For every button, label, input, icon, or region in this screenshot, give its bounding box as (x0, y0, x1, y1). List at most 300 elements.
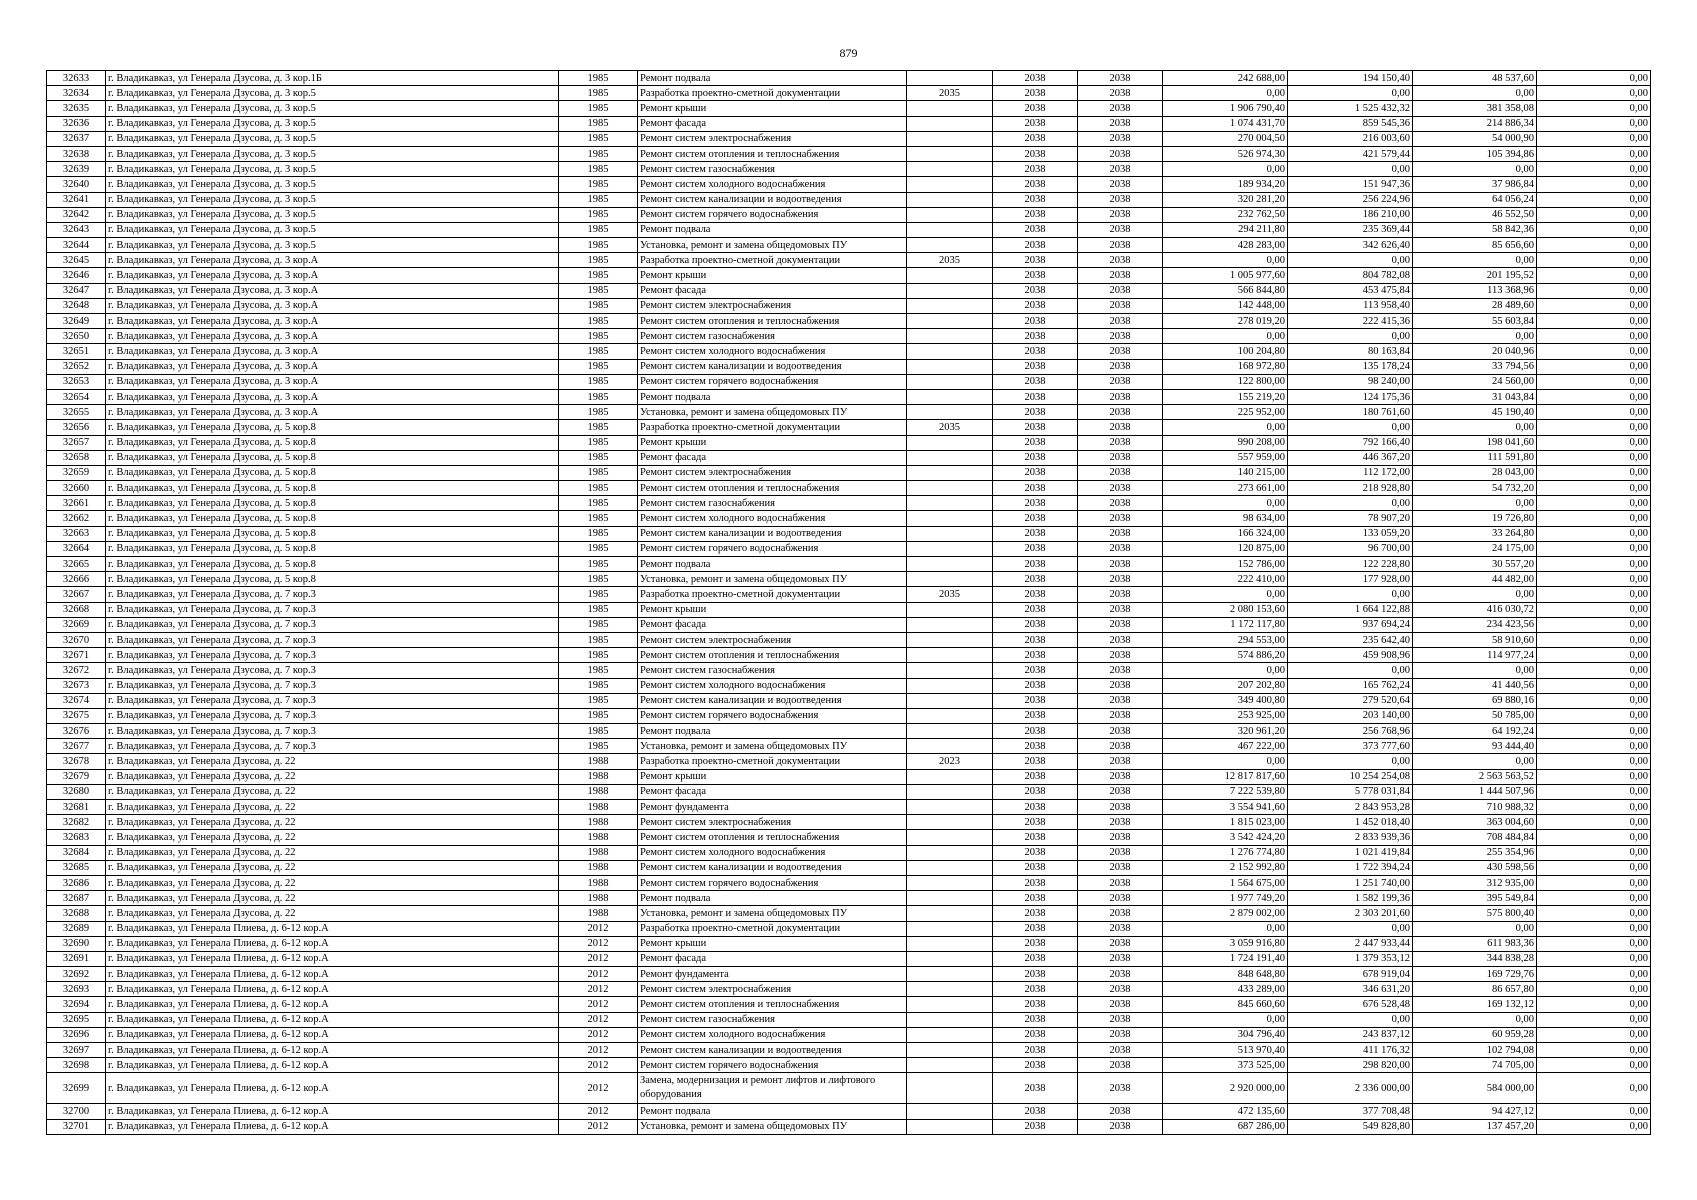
cell-total-cost: 1 172 117,80 (1163, 617, 1288, 632)
table-row (47, 131, 1651, 146)
cell-design-year (907, 1058, 993, 1073)
cell-fund-share: 2 843 953,28 (1288, 800, 1413, 815)
cell-total-cost: 294 211,80 (1163, 222, 1288, 237)
cell-owner-share: 48 537,60 (1413, 71, 1537, 86)
cell-design-year (907, 374, 993, 389)
cell-address: г. Владикавказ, ул Генерала Дзусова, д. 22 (106, 875, 559, 890)
cell-plan-start-year: 2038 (993, 131, 1078, 146)
cell-address: г. Владикавказ, ул Генерала Плиева, д. 6-12 кор.А (106, 951, 559, 966)
cell-other-share: 0,00 (1537, 724, 1651, 739)
cell-owner-share: 105 394,86 (1413, 146, 1537, 161)
cell-design-year (907, 1119, 993, 1134)
cell-total-cost: 232 762,50 (1163, 207, 1288, 222)
cell-plan-start-year: 2038 (993, 314, 1078, 329)
cell-fund-share: 203 140,00 (1288, 708, 1413, 723)
cell-work-type: Ремонт крыши (638, 936, 907, 951)
cell-owner-share: 58 910,60 (1413, 632, 1537, 647)
cell-fund-share: 256 768,96 (1288, 724, 1413, 739)
table-row (47, 496, 1651, 511)
cell-total-cost: 1 977 749,20 (1163, 891, 1288, 906)
cell-year-built: 1985 (559, 632, 638, 647)
cell-fund-share: 5 778 031,84 (1288, 784, 1413, 799)
table-row (47, 739, 1651, 754)
cell-owner-share: 0,00 (1413, 921, 1537, 936)
cell-address: г. Владикавказ, ул Генерала Дзусова, д. 7 кор.3 (106, 739, 559, 754)
cell-design-year (907, 389, 993, 404)
table-row (47, 1104, 1651, 1119)
cell-year-built: 1985 (559, 496, 638, 511)
cell-address: г. Владикавказ, ул Генерала Дзусова, д. 5 кор.8 (106, 450, 559, 465)
cell-plan-end-year: 2038 (1078, 1043, 1163, 1058)
cell-address: г. Владикавказ, ул Генерала Дзусова, д. 3 кор.5 (106, 222, 559, 237)
cell-work-type: Ремонт фасада (638, 450, 907, 465)
cell-design-year (907, 921, 993, 936)
cell-address: г. Владикавказ, ул Генерала Дзусова, д. 5 кор.8 (106, 511, 559, 526)
cell-fund-share: 1 664 122,88 (1288, 602, 1413, 617)
cell-plan-end-year: 2038 (1078, 481, 1163, 496)
cell-year-built: 1985 (559, 283, 638, 298)
cell-plan-end-year: 2038 (1078, 374, 1163, 389)
cell-total-cost: 845 660,60 (1163, 997, 1288, 1012)
cell-row-number: 32654 (47, 389, 106, 404)
table-row (47, 906, 1651, 921)
cell-owner-share: 416 030,72 (1413, 602, 1537, 617)
cell-year-built: 1985 (559, 86, 638, 101)
cell-year-built: 1985 (559, 329, 638, 344)
cell-design-year (907, 511, 993, 526)
cell-row-number: 32683 (47, 830, 106, 845)
cell-row-number: 32689 (47, 921, 106, 936)
cell-year-built: 1985 (559, 511, 638, 526)
cell-design-year (907, 526, 993, 541)
cell-year-built: 1988 (559, 906, 638, 921)
table-row (47, 982, 1651, 997)
cell-year-built: 1985 (559, 708, 638, 723)
cell-year-built: 1985 (559, 116, 638, 131)
cell-address: г. Владикавказ, ул Генерала Дзусова, д. 22 (106, 891, 559, 906)
cell-owner-share: 19 726,80 (1413, 511, 1537, 526)
cell-fund-share: 165 762,24 (1288, 678, 1413, 693)
cell-plan-start-year: 2038 (993, 1058, 1078, 1073)
cell-work-type: Ремонт фасада (638, 617, 907, 632)
cell-work-type: Ремонт подвала (638, 891, 907, 906)
table-row (47, 405, 1651, 420)
cell-other-share: 0,00 (1537, 648, 1651, 663)
cell-plan-end-year: 2038 (1078, 632, 1163, 647)
cell-row-number: 32669 (47, 617, 106, 632)
cell-other-share: 0,00 (1537, 739, 1651, 754)
cell-owner-share: 312 935,00 (1413, 875, 1537, 890)
table-row (47, 465, 1651, 480)
cell-other-share: 0,00 (1537, 617, 1651, 632)
cell-year-built: 1985 (559, 541, 638, 556)
cell-row-number: 32659 (47, 465, 106, 480)
cell-work-type: Ремонт систем отопления и теплоснабжения (638, 830, 907, 845)
cell-other-share: 0,00 (1537, 298, 1651, 313)
cell-plan-start-year: 2038 (993, 435, 1078, 450)
cell-year-built: 1988 (559, 815, 638, 830)
cell-fund-share: 421 579,44 (1288, 146, 1413, 161)
cell-design-year: 2035 (907, 587, 993, 602)
table-row (47, 921, 1651, 936)
cell-fund-share: 0,00 (1288, 921, 1413, 936)
cell-design-year (907, 1104, 993, 1119)
table-row (47, 329, 1651, 344)
cell-owner-share: 611 983,36 (1413, 936, 1537, 951)
cell-year-built: 1985 (559, 238, 638, 253)
cell-design-year (907, 268, 993, 283)
cell-other-share: 0,00 (1537, 359, 1651, 374)
cell-plan-start-year: 2038 (993, 1104, 1078, 1119)
table-row (47, 632, 1651, 647)
cell-plan-end-year: 2038 (1078, 359, 1163, 374)
cell-fund-share: 256 224,96 (1288, 192, 1413, 207)
cell-fund-share: 1 021 419,84 (1288, 845, 1413, 860)
cell-plan-start-year: 2038 (993, 389, 1078, 404)
table-row (47, 359, 1651, 374)
cell-year-built: 1988 (559, 860, 638, 875)
cell-row-number: 32642 (47, 207, 106, 222)
cell-other-share: 0,00 (1537, 207, 1651, 222)
table-row (47, 177, 1651, 192)
cell-year-built: 1985 (559, 162, 638, 177)
cell-plan-start-year: 2038 (993, 238, 1078, 253)
cell-total-cost: 142 448,00 (1163, 298, 1288, 313)
table-row (47, 450, 1651, 465)
cell-year-built: 1985 (559, 405, 638, 420)
cell-plan-start-year: 2038 (993, 283, 1078, 298)
cell-other-share: 0,00 (1537, 481, 1651, 496)
table-row (47, 86, 1651, 101)
cell-plan-start-year: 2038 (993, 602, 1078, 617)
cell-design-year (907, 845, 993, 860)
cell-plan-end-year: 2038 (1078, 951, 1163, 966)
cell-design-year (907, 541, 993, 556)
cell-year-built: 1988 (559, 891, 638, 906)
cell-plan-end-year: 2038 (1078, 207, 1163, 222)
cell-plan-start-year: 2038 (993, 997, 1078, 1012)
cell-plan-start-year: 2038 (993, 982, 1078, 997)
cell-other-share: 0,00 (1537, 314, 1651, 329)
cell-work-type: Ремонт крыши (638, 769, 907, 784)
cell-owner-share: 60 959,28 (1413, 1027, 1537, 1042)
cell-total-cost: 526 974,30 (1163, 146, 1288, 161)
cell-total-cost: 320 281,20 (1163, 192, 1288, 207)
cell-row-number: 32638 (47, 146, 106, 161)
table-row (47, 1058, 1651, 1073)
cell-other-share: 0,00 (1537, 982, 1651, 997)
cell-plan-start-year: 2038 (993, 572, 1078, 587)
cell-design-year (907, 830, 993, 845)
cell-owner-share: 111 591,80 (1413, 450, 1537, 465)
cell-row-number: 32643 (47, 222, 106, 237)
cell-design-year (907, 693, 993, 708)
cell-other-share: 0,00 (1537, 116, 1651, 131)
cell-year-built: 1985 (559, 526, 638, 541)
cell-total-cost: 472 135,60 (1163, 1104, 1288, 1119)
table-row (47, 800, 1651, 815)
cell-address: г. Владикавказ, ул Генерала Дзусова, д. 22 (106, 906, 559, 921)
cell-plan-end-year: 2038 (1078, 177, 1163, 192)
cell-design-year (907, 784, 993, 799)
cell-fund-share: 216 003,60 (1288, 131, 1413, 146)
cell-design-year (907, 724, 993, 739)
cell-design-year (907, 329, 993, 344)
cell-plan-start-year: 2038 (993, 800, 1078, 815)
cell-row-number: 32701 (47, 1119, 106, 1134)
cell-year-built: 1985 (559, 724, 638, 739)
cell-plan-end-year: 2038 (1078, 131, 1163, 146)
cell-total-cost: 7 222 539,80 (1163, 784, 1288, 799)
cell-total-cost: 1 815 023,00 (1163, 815, 1288, 830)
cell-fund-share: 678 919,04 (1288, 967, 1413, 982)
cell-design-year (907, 997, 993, 1012)
cell-fund-share: 411 176,32 (1288, 1043, 1413, 1058)
cell-plan-end-year: 2038 (1078, 921, 1163, 936)
cell-address: г. Владикавказ, ул Генерала Плиева, д. 6-12 кор.А (106, 1073, 559, 1104)
cell-owner-share: 395 549,84 (1413, 891, 1537, 906)
cell-address: г. Владикавказ, ул Генерала Дзусова, д. 7 кор.3 (106, 648, 559, 663)
cell-fund-share: 98 240,00 (1288, 374, 1413, 389)
cell-plan-start-year: 2038 (993, 769, 1078, 784)
cell-fund-share: 0,00 (1288, 162, 1413, 177)
cell-plan-start-year: 2038 (993, 526, 1078, 541)
cell-other-share: 0,00 (1537, 891, 1651, 906)
table-row (47, 1119, 1651, 1134)
cell-year-built: 1985 (559, 131, 638, 146)
cell-year-built: 1985 (559, 572, 638, 587)
cell-other-share: 0,00 (1537, 222, 1651, 237)
cell-plan-start-year: 2038 (993, 663, 1078, 678)
cell-plan-end-year: 2038 (1078, 420, 1163, 435)
cell-design-year (907, 465, 993, 480)
cell-address: г. Владикавказ, ул Генерала Плиева, д. 6-12 кор.А (106, 1012, 559, 1027)
cell-address: г. Владикавказ, ул Генерала Дзусова, д. 3 кор.А (106, 253, 559, 268)
cell-row-number: 32633 (47, 71, 106, 86)
cell-owner-share: 54 732,20 (1413, 481, 1537, 496)
cell-work-type: Ремонт фундамента (638, 800, 907, 815)
cell-work-type: Ремонт подвала (638, 389, 907, 404)
cell-address: г. Владикавказ, ул Генерала Дзусова, д. 3 кор.А (106, 359, 559, 374)
cell-fund-share: 0,00 (1288, 754, 1413, 769)
cell-total-cost: 0,00 (1163, 329, 1288, 344)
cell-address: г. Владикавказ, ул Генерала Дзусова, д. 3 кор.А (106, 389, 559, 404)
cell-plan-start-year: 2038 (993, 830, 1078, 845)
cell-plan-start-year: 2038 (993, 921, 1078, 936)
cell-plan-start-year: 2038 (993, 511, 1078, 526)
cell-plan-start-year: 2038 (993, 465, 1078, 480)
cell-work-type: Разработка проектно-сметной документации (638, 587, 907, 602)
cell-plan-end-year: 2038 (1078, 450, 1163, 465)
cell-year-built: 2012 (559, 1027, 638, 1042)
cell-work-type: Ремонт систем канализации и водоотведения (638, 526, 907, 541)
cell-row-number: 32696 (47, 1027, 106, 1042)
cell-total-cost: 253 925,00 (1163, 708, 1288, 723)
cell-owner-share: 198 041,60 (1413, 435, 1537, 450)
cell-year-built: 1985 (559, 146, 638, 161)
cell-plan-end-year: 2038 (1078, 283, 1163, 298)
cell-row-number: 32653 (47, 374, 106, 389)
cell-design-year (907, 936, 993, 951)
cell-total-cost: 207 202,80 (1163, 678, 1288, 693)
cell-owner-share: 0,00 (1413, 496, 1537, 511)
cell-work-type: Ремонт систем электроснабжения (638, 815, 907, 830)
cell-total-cost: 2 879 002,00 (1163, 906, 1288, 921)
cell-row-number: 32671 (47, 648, 106, 663)
cell-owner-share: 575 800,40 (1413, 906, 1537, 921)
cell-fund-share: 2 447 933,44 (1288, 936, 1413, 951)
cell-row-number: 32673 (47, 678, 106, 693)
cell-total-cost: 155 219,20 (1163, 389, 1288, 404)
cell-plan-start-year: 2038 (993, 693, 1078, 708)
cell-design-year (907, 177, 993, 192)
cell-work-type: Ремонт систем холодного водоснабжения (638, 678, 907, 693)
cell-total-cost: 12 817 817,60 (1163, 769, 1288, 784)
cell-address: г. Владикавказ, ул Генерала Дзусова, д. 3 кор.5 (106, 131, 559, 146)
cell-year-built: 2012 (559, 997, 638, 1012)
cell-total-cost: 0,00 (1163, 754, 1288, 769)
cell-other-share: 0,00 (1537, 435, 1651, 450)
cell-design-year (907, 344, 993, 359)
cell-plan-start-year: 2038 (993, 268, 1078, 283)
cell-row-number: 32652 (47, 359, 106, 374)
cell-fund-share: 222 415,36 (1288, 314, 1413, 329)
cell-other-share: 0,00 (1537, 101, 1651, 116)
cell-other-share: 0,00 (1537, 936, 1651, 951)
cell-total-cost: 242 688,00 (1163, 71, 1288, 86)
cell-total-cost: 0,00 (1163, 86, 1288, 101)
cell-year-built: 1985 (559, 71, 638, 86)
table-row (47, 754, 1651, 769)
cell-total-cost: 0,00 (1163, 253, 1288, 268)
cell-plan-end-year: 2038 (1078, 344, 1163, 359)
cell-plan-end-year: 2038 (1078, 708, 1163, 723)
cell-address: г. Владикавказ, ул Генерала Дзусова, д. 22 (106, 845, 559, 860)
table-row (47, 162, 1651, 177)
cell-owner-share: 55 603,84 (1413, 314, 1537, 329)
cell-owner-share: 64 056,24 (1413, 192, 1537, 207)
cell-plan-end-year: 2038 (1078, 1058, 1163, 1073)
cell-other-share: 0,00 (1537, 1058, 1651, 1073)
cell-work-type: Ремонт систем горячего водоснабжения (638, 541, 907, 556)
cell-row-number: 32676 (47, 724, 106, 739)
cell-design-year (907, 450, 993, 465)
cell-plan-start-year: 2038 (993, 936, 1078, 951)
cell-work-type: Ремонт подвала (638, 71, 907, 86)
cell-fund-share: 859 545,36 (1288, 116, 1413, 131)
cell-plan-end-year: 2038 (1078, 86, 1163, 101)
cell-other-share: 0,00 (1537, 405, 1651, 420)
cell-row-number: 32684 (47, 845, 106, 860)
cell-row-number: 32650 (47, 329, 106, 344)
cell-other-share: 0,00 (1537, 162, 1651, 177)
cell-year-built: 1985 (559, 420, 638, 435)
cell-total-cost: 428 283,00 (1163, 238, 1288, 253)
cell-design-year (907, 769, 993, 784)
cell-owner-share: 50 785,00 (1413, 708, 1537, 723)
cell-plan-end-year: 2038 (1078, 602, 1163, 617)
cell-plan-end-year: 2038 (1078, 298, 1163, 313)
cell-design-year (907, 496, 993, 511)
cell-work-type: Ремонт подвала (638, 222, 907, 237)
cell-plan-start-year: 2038 (993, 617, 1078, 632)
table-row (47, 435, 1651, 450)
cell-work-type: Ремонт систем отопления и теплоснабжения (638, 314, 907, 329)
cell-work-type: Ремонт систем холодного водоснабжения (638, 344, 907, 359)
cell-plan-end-year: 2038 (1078, 192, 1163, 207)
cell-row-number: 32651 (47, 344, 106, 359)
cell-owner-share: 0,00 (1413, 420, 1537, 435)
cell-design-year (907, 982, 993, 997)
cell-plan-start-year: 2038 (993, 481, 1078, 496)
table-row (47, 253, 1651, 268)
cell-owner-share: 64 192,24 (1413, 724, 1537, 739)
cell-other-share: 0,00 (1537, 1012, 1651, 1027)
cell-row-number: 32662 (47, 511, 106, 526)
cell-work-type: Ремонт систем канализации и водоотведения (638, 192, 907, 207)
cell-total-cost: 574 886,20 (1163, 648, 1288, 663)
cell-fund-share: 446 367,20 (1288, 450, 1413, 465)
table-row (47, 238, 1651, 253)
cell-row-number: 32655 (47, 405, 106, 420)
cell-owner-share: 0,00 (1413, 86, 1537, 101)
cell-row-number: 32637 (47, 131, 106, 146)
cell-other-share: 0,00 (1537, 511, 1651, 526)
cell-row-number: 32666 (47, 572, 106, 587)
cell-other-share: 0,00 (1537, 71, 1651, 86)
cell-address: г. Владикавказ, ул Генерала Дзусова, д. 7 кор.3 (106, 632, 559, 647)
cell-owner-share: 24 175,00 (1413, 541, 1537, 556)
cell-address: г. Владикавказ, ул Генерала Дзусова, д. 22 (106, 860, 559, 875)
table-row (47, 815, 1651, 830)
cell-owner-share: 69 880,16 (1413, 693, 1537, 708)
cell-other-share: 0,00 (1537, 754, 1651, 769)
table-body (47, 71, 1651, 1135)
cell-work-type: Разработка проектно-сметной документации (638, 86, 907, 101)
cell-address: г. Владикавказ, ул Генерала Дзусова, д. 3 кор.А (106, 329, 559, 344)
cell-fund-share: 0,00 (1288, 329, 1413, 344)
cell-plan-end-year: 2038 (1078, 982, 1163, 997)
cell-row-number: 32644 (47, 238, 106, 253)
cell-address: г. Владикавказ, ул Генерала Дзусова, д. 5 кор.8 (106, 541, 559, 556)
cell-fund-share: 346 631,20 (1288, 982, 1413, 997)
cell-design-year (907, 1027, 993, 1042)
cell-owner-share: 169 132,12 (1413, 997, 1537, 1012)
capital-repair-table (46, 70, 1651, 1135)
cell-work-type: Установка, ремонт и замена общедомовых ПУ (638, 238, 907, 253)
cell-total-cost: 0,00 (1163, 587, 1288, 602)
cell-total-cost: 3 542 424,20 (1163, 830, 1288, 845)
cell-row-number: 32670 (47, 632, 106, 647)
cell-total-cost: 687 286,00 (1163, 1119, 1288, 1134)
cell-total-cost: 0,00 (1163, 162, 1288, 177)
cell-owner-share: 2 563 563,52 (1413, 769, 1537, 784)
cell-address: г. Владикавказ, ул Генерала Дзусова, д. 3 кор.5 (106, 192, 559, 207)
cell-year-built: 2012 (559, 1073, 638, 1104)
cell-plan-start-year: 2038 (993, 648, 1078, 663)
cell-fund-share: 2 303 201,60 (1288, 906, 1413, 921)
cell-row-number: 32675 (47, 708, 106, 723)
cell-owner-share: 31 043,84 (1413, 389, 1537, 404)
cell-address: г. Владикавказ, ул Генерала Дзусова, д. 3 кор.А (106, 298, 559, 313)
cell-plan-start-year: 2038 (993, 815, 1078, 830)
cell-total-cost: 848 648,80 (1163, 967, 1288, 982)
cell-plan-end-year: 2038 (1078, 405, 1163, 420)
cell-fund-share: 1 379 353,12 (1288, 951, 1413, 966)
cell-work-type: Ремонт систем холодного водоснабжения (638, 511, 907, 526)
cell-plan-start-year: 2038 (993, 739, 1078, 754)
cell-other-share: 0,00 (1537, 374, 1651, 389)
